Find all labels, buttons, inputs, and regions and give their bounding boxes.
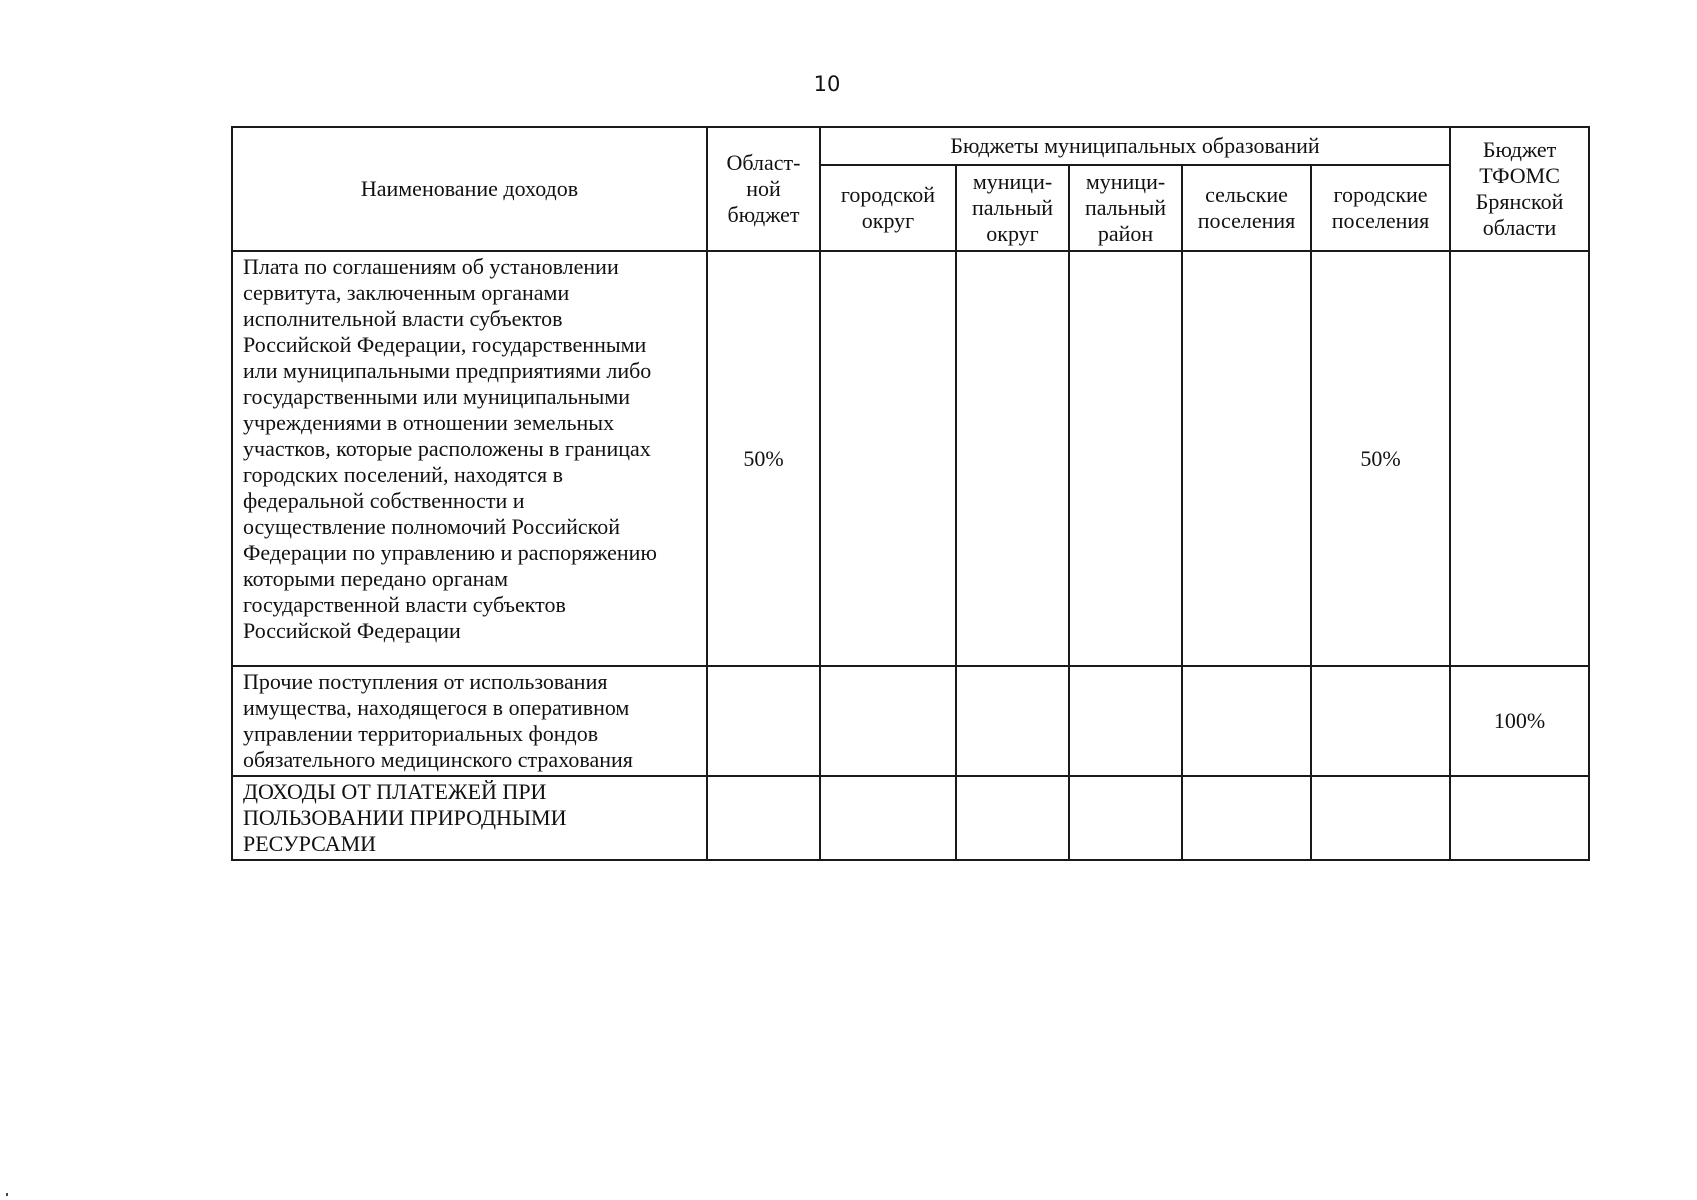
rural-share-cell [1182, 251, 1311, 666]
municipal-district-share-cell [956, 251, 1069, 666]
header-regional-line: бюджет [727, 202, 800, 227]
header-urban-line: городские [1333, 182, 1428, 207]
header-city-district-line: округ [861, 208, 915, 233]
income-name-line: имущества, находящегося в оперативном [243, 695, 630, 720]
income-name-line: учреждениями в отношении земельных [243, 410, 615, 435]
header-rural-line: поселения [1197, 208, 1296, 233]
income-name-line: сервитута, заключенным органами [243, 280, 570, 305]
rural-share-cell [1182, 666, 1311, 776]
income-section-heading-line: РЕСУРСАМИ [243, 831, 377, 856]
income-name-line: исполнительной власти субъектов [243, 306, 563, 331]
income-name-line: государственной власти субъектов [243, 592, 566, 617]
header-city-district-line: городской [840, 182, 936, 207]
tfoms-share-cell [1450, 251, 1589, 666]
income-name-line: участков, которые расположены в границах [243, 436, 651, 461]
city-district-share-cell [820, 251, 956, 666]
income-name-line: или муниципальными предприятиями либо [243, 358, 652, 383]
income-name-line: Российской Федерации, государственными [243, 332, 647, 357]
municipal-district-share-cell [956, 666, 1069, 776]
revenue-distribution-table [231, 126, 1590, 861]
header-municipal-district [956, 165, 1069, 251]
urban-share-cell: 50% [1311, 251, 1450, 666]
income-section-heading-line: ДОХОДЫ ОТ ПЛАТЕЖЕЙ ПРИ [243, 779, 547, 804]
header-tfoms-line: Бюджет [1482, 137, 1557, 162]
income-name-line: государственными или муниципальными [243, 384, 631, 409]
city-district-share-cell [820, 776, 956, 860]
income-name-line: обязательного медицинского страхования [243, 747, 633, 772]
income-name-line: осуществление полномочий Российской [243, 514, 621, 539]
municipal-rayon-share-cell [1069, 776, 1182, 860]
regional-share-cell: 50% [707, 251, 820, 666]
header-regional-budget [707, 127, 820, 251]
municipal-rayon-share-cell [1069, 251, 1182, 666]
header-regional-line: ной [746, 176, 781, 201]
header-municipal-rayon-line: район [1097, 221, 1154, 246]
tfoms-share-cell [1450, 776, 1589, 860]
header-municipal-rayon-line: пальный [1084, 195, 1167, 220]
income-name-cell [232, 251, 707, 666]
income-name-line: федеральной собственности и [243, 488, 525, 513]
header-city-district [820, 165, 956, 251]
header-regional-line: Област- [726, 150, 801, 175]
scan-margin-mark [6, 1193, 8, 1196]
header-row-top [232, 127, 1589, 165]
header-tfoms-line: ТФОМС [1479, 163, 1560, 188]
income-name-cell [232, 666, 707, 776]
header-urban-line: поселения [1331, 208, 1430, 233]
urban-share-cell [1311, 776, 1450, 860]
header-tfoms-line: области [1482, 215, 1557, 240]
page-number: 10 [813, 72, 841, 96]
income-name-line: Российской Федерации [243, 618, 461, 643]
header-rural-line: сельские [1205, 182, 1288, 207]
municipal-rayon-share-cell [1069, 666, 1182, 776]
income-name-line: Плата по соглашениям об установлении [243, 254, 619, 279]
income-section-heading-line: ПОЛЬЗОВАНИИ ПРИРОДНЫМИ [243, 805, 567, 830]
header-tfoms-budget [1450, 127, 1589, 251]
income-name-line: управлении территориальных фондов [243, 721, 599, 746]
header-urban-settlements [1311, 165, 1450, 251]
regional-share-cell [707, 776, 820, 860]
table-row [232, 776, 1589, 860]
header-income-name: Наименование доходов [232, 127, 707, 251]
header-municipal-rayon-line: муници- [1085, 169, 1166, 194]
income-name-line: Прочие поступления от использования [243, 669, 608, 694]
municipal-district-share-cell [956, 776, 1069, 860]
rural-share-cell [1182, 776, 1311, 860]
urban-share-cell [1311, 666, 1450, 776]
header-municipal-rayon [1069, 165, 1182, 251]
header-rural-settlements [1182, 165, 1311, 251]
header-municipal-district-line: муници- [972, 169, 1053, 194]
tfoms-share-cell: 100% [1450, 666, 1589, 776]
table-row [232, 251, 1589, 666]
income-section-heading-cell [232, 776, 707, 860]
header-municipal-group: Бюджеты муниципальных образований [820, 127, 1450, 165]
income-name-line: городских поселений, находятся в [243, 462, 563, 487]
income-name-line: которыми передано органам [243, 566, 509, 591]
city-district-share-cell [820, 666, 956, 776]
header-tfoms-line: Брянской [1475, 189, 1564, 214]
income-name-line: Федерации по управлению и распоряжению [243, 540, 657, 565]
regional-share-cell [707, 666, 820, 776]
header-municipal-district-line: округ [986, 221, 1039, 246]
table-row [232, 666, 1589, 776]
header-municipal-district-line: пальный [971, 195, 1054, 220]
